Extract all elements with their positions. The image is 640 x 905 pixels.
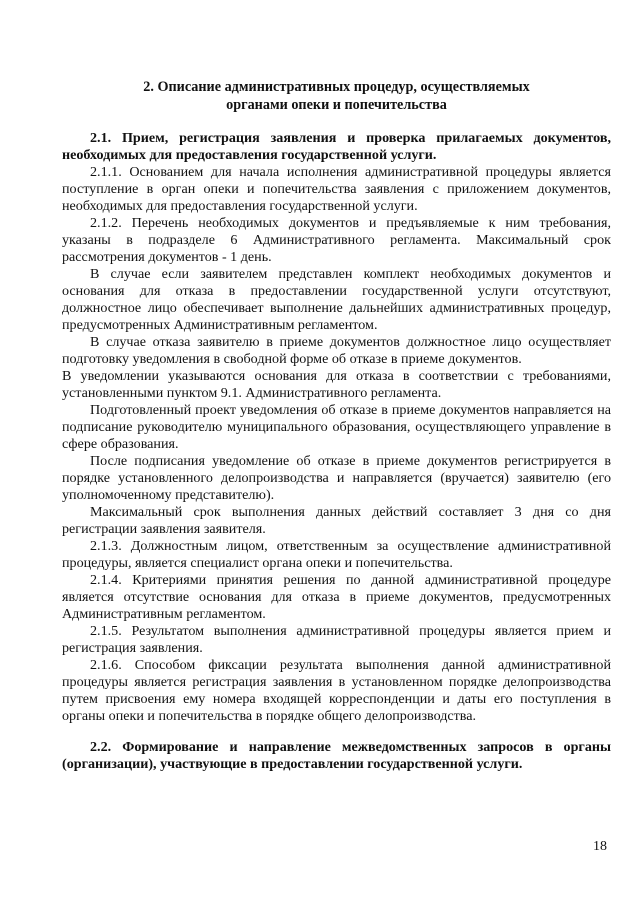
section-heading-line2: органами опеки и попечительства — [226, 97, 447, 113]
paragraph: В случае отказа заявителю в приеме документов должностное лицо осуществляет подготовку уведомления в свободной форме об отказе в приеме документов. — [62, 334, 611, 367]
paragraph: Максимальный срок выполнения данных действий составляет 3 дня со дня регистрации заявления заявителя. — [62, 504, 611, 537]
subsection-heading: 2.2. Формирование и направление межведомственных запросов в органы (организации), участвующие в предоставлении государственной услуги. — [62, 739, 611, 772]
paragraph: В уведомлении указываются основания для отказа в соответствии с требованиями, установленными пунктом 9.1. Административного регламента. — [62, 368, 611, 401]
paragraph: Подготовленный проект уведомления об отказе в приеме документов направляется на подписание руководителю муниципального образования, осуществляющего управление в сфере образования. — [62, 402, 611, 452]
subsection-heading: 2.1. Прием, регистрация заявления и проверка прилагаемых документов, необходимых для предоставления государственной услуги. — [62, 130, 611, 163]
paragraph: 2.1.5. Результатом выполнения административной процедуры является прием и регистрация заявления. — [62, 623, 611, 656]
section-body — [62, 130, 611, 773]
paragraph: 2.1.3. Должностным лицом, ответственным за осуществление административной процедуры, является специалист органа опеки и попечительства. — [62, 538, 611, 571]
document-page — [62, 0, 611, 905]
page-number: 18 — [593, 839, 607, 854]
paragraph: 2.1.1. Основанием для начала исполнения административной процедуры является поступление в орган опеки и попечительства заявления с приложением документов, необходимых для предоставления государственной услуги. — [62, 164, 611, 214]
section-heading — [62, 78, 611, 114]
paragraph: В случае если заявителем представлен комплект необходимых документов и основания для отказа в предоставлении государственной услуги отсутствуют, должностное лицо обеспечивает выполнение дальнейших административных процедур, предусмотренных Административным регламентом. — [62, 266, 611, 333]
paragraph: 2.1.2. Перечень необходимых документов и предъявляемые к ним требования, указаны в подразделе 6 Административного регламента. Максимальный срок рассмотрения документов - 1 день. — [62, 215, 611, 265]
section-heading-line1: 2. Описание административных процедур, осуществляемых — [143, 79, 530, 95]
paragraph: 2.1.6. Способом фиксации результата выполнения данной административной процедуры является регистрация заявления в установленном порядке делопроизводства путем присвоения ему номера входящей корреспонденции и даты его поступления в органы опеки и попечительства в порядке общего делопроизводства. — [62, 657, 611, 724]
paragraph: 2.1.4. Критериями принятия решения по данной административной процедуре является отсутствие основания для отказа в приеме документов, предусмотренных Административным регламентом. — [62, 572, 611, 622]
paragraph: После подписания уведомление об отказе в приеме документов регистрируется в порядке установленного делопроизводства и направляется (вручается) заявителю (его уполномоченному представителю). — [62, 453, 611, 503]
